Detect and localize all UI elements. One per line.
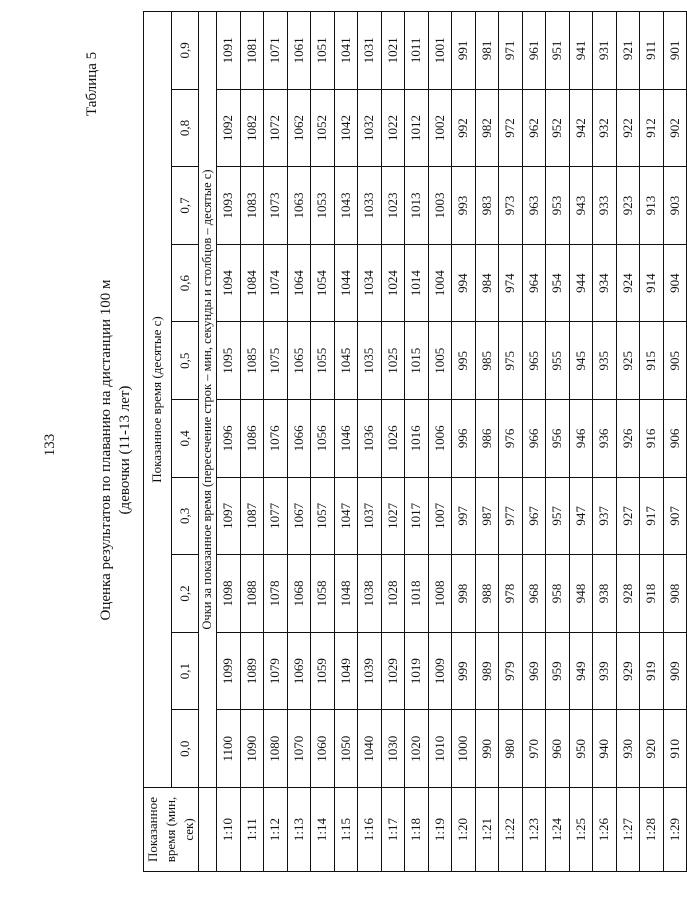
- points-cell: 954: [546, 244, 570, 322]
- points-cell: 1019: [405, 632, 429, 710]
- points-cell: 933: [593, 167, 617, 245]
- points-cell: 932: [593, 89, 617, 167]
- table-row: [616, 12, 640, 872]
- time-header-line2: время (мин, сек): [163, 796, 196, 863]
- table-subtitle: (девочки (11-13 лет): [117, 385, 133, 515]
- points-cell: 970: [522, 710, 546, 788]
- points-cell: 1083: [240, 167, 264, 245]
- points-cell: 1084: [240, 244, 264, 322]
- points-cell: 910: [663, 710, 687, 788]
- points-cell: 1070: [287, 710, 311, 788]
- points-cell: 928: [616, 555, 640, 633]
- points-cell: 934: [593, 244, 617, 322]
- points-cell: 903: [663, 167, 687, 245]
- points-cell: 1050: [334, 710, 358, 788]
- table-row: [405, 12, 429, 872]
- points-cell: 930: [616, 710, 640, 788]
- table-row: [522, 12, 546, 872]
- points-cell: 901: [663, 12, 687, 90]
- points-cell: 951: [546, 12, 570, 90]
- points-cell: 1021: [381, 12, 405, 90]
- points-cell: 1073: [264, 167, 288, 245]
- points-cell: 1006: [428, 400, 452, 478]
- points-cell: 1049: [334, 632, 358, 710]
- points-cell: 1080: [264, 710, 288, 788]
- time-cell: 1:17: [381, 788, 405, 872]
- points-cell: 1036: [358, 400, 382, 478]
- column-header-cell: 0,9: [171, 12, 199, 90]
- time-cell: 1:28: [640, 788, 664, 872]
- points-cell: 926: [616, 400, 640, 478]
- points-cell: 999: [452, 632, 476, 710]
- points-cell: 1086: [240, 400, 264, 478]
- time-cell: 1:11: [240, 788, 264, 872]
- time-header-line1: Показанное: [145, 796, 160, 863]
- points-cell: 917: [640, 477, 664, 555]
- table-row: [640, 12, 664, 872]
- points-cell: 1048: [334, 555, 358, 633]
- points-cell: 931: [593, 12, 617, 90]
- points-cell: 986: [475, 400, 499, 478]
- points-cell: 1064: [287, 244, 311, 322]
- points-cell: 1031: [358, 12, 382, 90]
- table-row: [240, 12, 264, 872]
- points-cell: 945: [569, 322, 593, 400]
- points-cell: 1058: [311, 555, 335, 633]
- tenths-header: Показанное время (десятые с): [144, 12, 172, 788]
- points-cell: 961: [522, 12, 546, 90]
- points-cell: 1061: [287, 12, 311, 90]
- points-cell: 1082: [240, 89, 264, 167]
- points-cell: 1039: [358, 632, 382, 710]
- points-cell: 922: [616, 89, 640, 167]
- table-row: [546, 12, 570, 872]
- points-cell: 1051: [311, 12, 335, 90]
- time-cell: 1:27: [616, 788, 640, 872]
- points-cell: 939: [593, 632, 617, 710]
- time-cell: 1:19: [428, 788, 452, 872]
- points-cell: 1078: [264, 555, 288, 633]
- points-cell: 978: [499, 555, 523, 633]
- points-cell: 923: [616, 167, 640, 245]
- points-cell: 1038: [358, 555, 382, 633]
- points-cell: 955: [546, 322, 570, 400]
- points-cell: 937: [593, 477, 617, 555]
- points-cell: 909: [663, 632, 687, 710]
- points-cell: 996: [452, 400, 476, 478]
- points-cell: 1033: [358, 167, 382, 245]
- points-cell: 1053: [311, 167, 335, 245]
- points-cell: 1090: [240, 710, 264, 788]
- points-cell: 942: [569, 89, 593, 167]
- points-cell: 1022: [381, 89, 405, 167]
- table-row: [311, 12, 335, 872]
- points-cell: 1067: [287, 477, 311, 555]
- time-cell: 1:15: [334, 788, 358, 872]
- points-cell: 984: [475, 244, 499, 322]
- points-cell: 985: [475, 322, 499, 400]
- table-row: [475, 12, 499, 872]
- points-cell: 1079: [264, 632, 288, 710]
- points-cell: 1030: [381, 710, 405, 788]
- time-cell: 1:23: [522, 788, 546, 872]
- points-cell: 1042: [334, 89, 358, 167]
- column-header-cell: 0,2: [171, 555, 199, 633]
- points-cell: 1062: [287, 89, 311, 167]
- points-cell: 1001: [428, 12, 452, 90]
- points-cell: 981: [475, 12, 499, 90]
- points-cell: 1089: [240, 632, 264, 710]
- points-cell: 965: [522, 322, 546, 400]
- column-header-cell: 0,0: [171, 710, 199, 788]
- time-cell: 1:13: [287, 788, 311, 872]
- column-header-row: [171, 12, 199, 872]
- points-cell: 1046: [334, 400, 358, 478]
- points-cell: 1043: [334, 167, 358, 245]
- points-caption-blank: [199, 788, 217, 872]
- points-cell: 1035: [358, 322, 382, 400]
- points-cell: 918: [640, 555, 664, 633]
- points-cell: 908: [663, 555, 687, 633]
- points-cell: 1012: [405, 89, 429, 167]
- table-row: [569, 12, 593, 872]
- points-cell: 920: [640, 710, 664, 788]
- time-column-header: [144, 788, 199, 872]
- points-cell: 943: [569, 167, 593, 245]
- points-cell: 987: [475, 477, 499, 555]
- points-cell: 1027: [381, 477, 405, 555]
- points-cell: 907: [663, 477, 687, 555]
- points-cell: 1072: [264, 89, 288, 167]
- points-cell: 929: [616, 632, 640, 710]
- table-row: [663, 12, 687, 872]
- points-cell: 960: [546, 710, 570, 788]
- points-cell: 1018: [405, 555, 429, 633]
- points-cell: 968: [522, 555, 546, 633]
- column-header-cell: 0,6: [171, 244, 199, 322]
- points-cell: 927: [616, 477, 640, 555]
- time-cell: 1:25: [569, 788, 593, 872]
- points-cell: 1047: [334, 477, 358, 555]
- points-cell: 935: [593, 322, 617, 400]
- table-row: [217, 12, 241, 872]
- points-cell: 1028: [381, 555, 405, 633]
- points-cell: 1065: [287, 322, 311, 400]
- points-cell: 1100: [217, 710, 241, 788]
- points-cell: 1037: [358, 477, 382, 555]
- points-cell: 973: [499, 167, 523, 245]
- column-header-cell: 0,3: [171, 477, 199, 555]
- table-title: Оценка результатов по плаванию на дистанции 100 м: [98, 279, 114, 621]
- points-cell: 1052: [311, 89, 335, 167]
- points-cell: 980: [499, 710, 523, 788]
- points-cell: 1085: [240, 322, 264, 400]
- points-cell: 1017: [405, 477, 429, 555]
- points-cell: 959: [546, 632, 570, 710]
- points-caption: Очки за показанное время (пересечение строк – мин, секунды и столбцов – десятые с): [199, 12, 217, 788]
- points-cell: 971: [499, 12, 523, 90]
- points-cell: 1071: [264, 12, 288, 90]
- points-cell: 906: [663, 400, 687, 478]
- points-cell: 964: [522, 244, 546, 322]
- points-cell: 1098: [217, 555, 241, 633]
- points-cell: 936: [593, 400, 617, 478]
- points-cell: 1088: [240, 555, 264, 633]
- time-cell: 1:22: [499, 788, 523, 872]
- points-cell: 1010: [428, 710, 452, 788]
- points-cell: 974: [499, 244, 523, 322]
- points-cell: 1075: [264, 322, 288, 400]
- points-cell: 966: [522, 400, 546, 478]
- table-row: [358, 12, 382, 872]
- column-header-cell: 0,7: [171, 167, 199, 245]
- points-cell: 949: [569, 632, 593, 710]
- table-row: [264, 12, 288, 872]
- points-cell: 997: [452, 477, 476, 555]
- points-cell: 1074: [264, 244, 288, 322]
- points-cell: 953: [546, 167, 570, 245]
- points-cell: 998: [452, 555, 476, 633]
- table-row: [593, 12, 617, 872]
- points-cell: 1040: [358, 710, 382, 788]
- points-cell: 994: [452, 244, 476, 322]
- points-cell: 952: [546, 89, 570, 167]
- points-cell: 1095: [217, 322, 241, 400]
- time-cell: 1:12: [264, 788, 288, 872]
- points-cell: 989: [475, 632, 499, 710]
- points-cell: 904: [663, 244, 687, 322]
- table-body: [217, 12, 687, 872]
- points-cell: 972: [499, 89, 523, 167]
- points-cell: 1066: [287, 400, 311, 478]
- points-cell: 1093: [217, 167, 241, 245]
- time-cell: 1:20: [452, 788, 476, 872]
- page-number: 133: [42, 433, 58, 457]
- table-label: Таблица 5: [84, 51, 100, 116]
- table-row: [428, 12, 452, 872]
- points-cell: 1016: [405, 400, 429, 478]
- points-cell: 1024: [381, 244, 405, 322]
- points-cell: 944: [569, 244, 593, 322]
- points-cell: 1092: [217, 89, 241, 167]
- points-cell: 1044: [334, 244, 358, 322]
- points-cell: 991: [452, 12, 476, 90]
- points-cell: 1054: [311, 244, 335, 322]
- points-cell: 1099: [217, 632, 241, 710]
- points-cell: 1057: [311, 477, 335, 555]
- points-cell: 921: [616, 12, 640, 90]
- points-cell: 924: [616, 244, 640, 322]
- time-cell: 1:16: [358, 788, 382, 872]
- points-cell: 993: [452, 167, 476, 245]
- points-cell: 925: [616, 322, 640, 400]
- points-cell: 988: [475, 555, 499, 633]
- points-cell: 1041: [334, 12, 358, 90]
- points-cell: 1077: [264, 477, 288, 555]
- points-cell: 976: [499, 400, 523, 478]
- points-cell: 1004: [428, 244, 452, 322]
- column-header-cell: 0,1: [171, 632, 199, 710]
- time-cell: 1:26: [593, 788, 617, 872]
- table-row: [287, 12, 311, 872]
- points-cell: 1003: [428, 167, 452, 245]
- table-row: [381, 12, 405, 872]
- points-cell: 1002: [428, 89, 452, 167]
- points-cell: 950: [569, 710, 593, 788]
- points-cell: 1011: [405, 12, 429, 90]
- points-cell: 905: [663, 322, 687, 400]
- points-cell: 915: [640, 322, 664, 400]
- column-header-cell: 0,8: [171, 89, 199, 167]
- points-cell: 1032: [358, 89, 382, 167]
- table-row: [334, 12, 358, 872]
- points-cell: 1069: [287, 632, 311, 710]
- points-cell: 919: [640, 632, 664, 710]
- time-cell: 1:18: [405, 788, 429, 872]
- points-cell: 1009: [428, 632, 452, 710]
- points-cell: 902: [663, 89, 687, 167]
- points-cell: 911: [640, 12, 664, 90]
- points-cell: 1056: [311, 400, 335, 478]
- points-cell: 913: [640, 167, 664, 245]
- points-cell: 983: [475, 167, 499, 245]
- points-cell: 1034: [358, 244, 382, 322]
- points-cell: 1068: [287, 555, 311, 633]
- points-cell: 969: [522, 632, 546, 710]
- points-cell: 1025: [381, 322, 405, 400]
- points-cell: 967: [522, 477, 546, 555]
- column-header-cell: 0,4: [171, 400, 199, 478]
- points-cell: 1014: [405, 244, 429, 322]
- points-cell: 1008: [428, 555, 452, 633]
- points-cell: 938: [593, 555, 617, 633]
- points-cell: 1000: [452, 710, 476, 788]
- table-row: [499, 12, 523, 872]
- points-cell: 1007: [428, 477, 452, 555]
- points-cell: 1013: [405, 167, 429, 245]
- points-cell: 940: [593, 710, 617, 788]
- points-cell: 948: [569, 555, 593, 633]
- points-cell: 979: [499, 632, 523, 710]
- points-cell: 1029: [381, 632, 405, 710]
- points-cell: 990: [475, 710, 499, 788]
- points-cell: 914: [640, 244, 664, 322]
- points-cell: 1015: [405, 322, 429, 400]
- points-cell: 975: [499, 322, 523, 400]
- points-cell: 982: [475, 89, 499, 167]
- points-cell: 1026: [381, 400, 405, 478]
- points-cell: 995: [452, 322, 476, 400]
- points-cell: 1063: [287, 167, 311, 245]
- points-cell: 1055: [311, 322, 335, 400]
- points-cell: 916: [640, 400, 664, 478]
- points-cell: 1020: [405, 710, 429, 788]
- points-cell: 1096: [217, 400, 241, 478]
- points-cell: 1060: [311, 710, 335, 788]
- points-cell: 1087: [240, 477, 264, 555]
- points-cell: 947: [569, 477, 593, 555]
- points-cell: 1005: [428, 322, 452, 400]
- time-cell: 1:10: [217, 788, 241, 872]
- points-cell: 1045: [334, 322, 358, 400]
- points-cell: 1091: [217, 12, 241, 90]
- score-table: [143, 11, 687, 872]
- points-cell: 1094: [217, 244, 241, 322]
- points-cell: 957: [546, 477, 570, 555]
- points-cell: 992: [452, 89, 476, 167]
- points-cell: 1081: [240, 12, 264, 90]
- points-cell: 941: [569, 12, 593, 90]
- points-cell: 1059: [311, 632, 335, 710]
- points-cell: 962: [522, 89, 546, 167]
- time-cell: 1:29: [663, 788, 687, 872]
- table-row: [452, 12, 476, 872]
- column-header-cell: 0,5: [171, 322, 199, 400]
- time-cell: 1:24: [546, 788, 570, 872]
- points-cell: 963: [522, 167, 546, 245]
- points-cell: 958: [546, 555, 570, 633]
- points-cell: 1076: [264, 400, 288, 478]
- points-cell: 977: [499, 477, 523, 555]
- points-cell: 1023: [381, 167, 405, 245]
- points-cell: 956: [546, 400, 570, 478]
- points-cell: 946: [569, 400, 593, 478]
- points-cell: 1097: [217, 477, 241, 555]
- time-cell: 1:21: [475, 788, 499, 872]
- points-cell: 912: [640, 89, 664, 167]
- time-cell: 1:14: [311, 788, 335, 872]
